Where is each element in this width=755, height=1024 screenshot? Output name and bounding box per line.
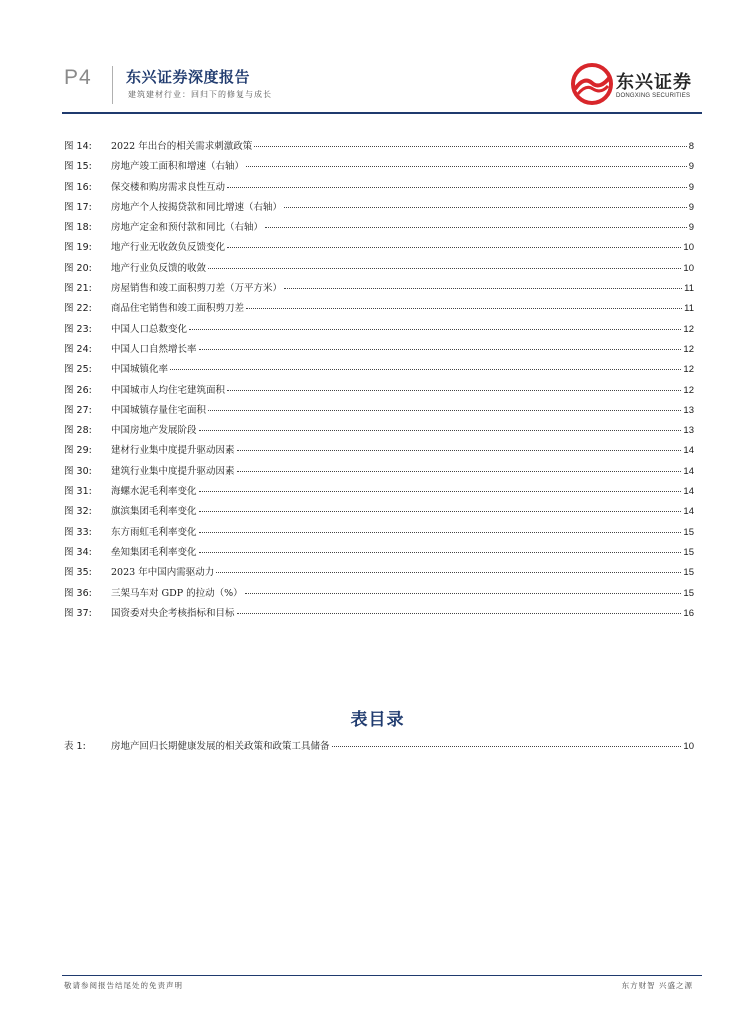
toc-entry-title: 中国城镇存量住宅面积 [111,404,207,416]
toc-entry-number: 图 29: [64,445,92,457]
toc-entry-leader [237,450,682,451]
toc-entry-number: 图 24: [64,343,92,355]
toc-entry-page: 9 [688,201,694,213]
toc-entry-title: 保交楼和购房需求良性互动 [111,181,226,193]
toc-entry-number: 图 28: [64,425,92,437]
toc-entry-number: 图 33: [64,526,92,538]
page-number: P4 [64,66,92,89]
toc-entry-leader [189,329,681,330]
toc-entry-page: 12 [683,343,694,355]
toc-entry-leader [199,532,682,533]
toc-entry-leader [199,349,682,350]
toc-entry[interactable] [64,463,694,483]
toc-entry-title: 中国人口总数变化 [111,323,188,335]
toc-entry-page: 8 [688,141,694,152]
toc-entry-page: 10 [683,242,694,254]
logo-english: DONGXING SECURITIES [616,93,691,99]
toc-entry-leader [208,410,681,411]
toc-entry-title: 建材行业集中度提升驱动因素 [111,445,235,457]
toc-entry-page: 16 [683,607,694,619]
toc-entry[interactable] [64,300,694,320]
toc-entry-page: 10 [683,262,694,274]
report-title: 东兴证券深度报告 [126,68,251,86]
toc-entry-title: 建筑行业集中度提升驱动因素 [111,465,235,477]
toc-entry[interactable] [64,422,694,442]
table-list-heading: 表目录 [350,710,405,730]
toc-entry-number: 图 16: [64,181,92,193]
toc-entry-number: 图 22: [64,303,92,315]
logo-name: 东兴证券 [616,72,692,93]
company-logo [570,62,700,106]
toc-entry-leader [284,288,682,289]
toc-entry[interactable] [64,544,694,564]
toc-entry-title: 房地产定金和预付款和同比（右轴） [111,222,264,234]
toc-entry-title: 地产行业无收敛负反馈变化 [111,242,226,254]
toc-entry-number: 图 21: [64,283,92,295]
toc-entry[interactable] [64,239,694,259]
toc-entry-page: 9 [688,181,694,193]
header-rule [62,112,702,114]
logo-mark-icon [570,62,614,106]
toc-entry[interactable] [64,442,694,462]
toc-entry-leader [237,471,682,472]
header-divider [112,66,113,104]
toc-entry-title: 房地产回归长期健康发展的相关政策和政策工具储备 [111,741,330,752]
toc-entry[interactable] [64,219,694,239]
toc-entry-page: 12 [683,323,694,335]
figure-list [64,138,694,625]
toc-entry-page: 14 [683,506,694,518]
toc-entry-page: 12 [683,364,694,376]
toc-entry-title: 房屋销售和竣工面积剪刀差（万平方米） [111,283,283,295]
toc-entry-page: 13 [683,404,694,416]
toc-entry-number: 图 14: [64,141,92,152]
toc-entry-page: 10 [683,741,694,752]
toc-entry-title: 中国城市人均住宅建筑面积 [111,384,226,396]
toc-entry-leader [199,430,682,431]
toc-entry-number: 图 34: [64,546,92,558]
toc-entry-page: 14 [683,486,694,498]
toc-entry[interactable] [64,503,694,523]
company-slogan: 东方财智 兴盛之源 [621,981,693,990]
toc-entry-leader [245,593,682,594]
toc-entry-number: 图 19: [64,242,92,254]
toc-entry-leader [265,227,687,228]
page-header [0,0,755,112]
toc-entry[interactable] [64,280,694,300]
toc-entry-leader [170,369,681,370]
toc-entry-page: 15 [683,546,694,558]
toc-entry-leader [199,491,682,492]
toc-entry-page: 14 [683,445,694,457]
toc-entry[interactable] [64,483,694,503]
toc-entry-page: 15 [683,567,694,579]
toc-entry-number: 图 18: [64,222,92,234]
toc-entry-leader [208,268,681,269]
toc-entry-leader [227,390,681,391]
toc-entry[interactable] [64,321,694,341]
toc-entry[interactable] [64,738,694,758]
toc-entry-number: 图 20: [64,262,92,274]
toc-entry-title: 中国人口自然增长率 [111,343,197,355]
toc-entry-number: 图 27: [64,404,92,416]
toc-entry-number: 图 36: [64,587,92,599]
table-list [64,738,694,758]
toc-entry-title: 中国城镇化率 [111,364,169,376]
toc-entry-title: 中国房地产发展阶段 [111,425,197,437]
toc-entry[interactable] [64,341,694,361]
toc-entry[interactable] [64,179,694,199]
toc-entry-number: 图 17: [64,201,92,213]
toc-entry-number: 图 30: [64,465,92,477]
toc-entry-leader [216,572,681,573]
toc-entry-leader [199,511,682,512]
toc-entry-leader [284,207,687,208]
toc-entry-page: 12 [683,384,694,396]
toc-entry-page: 9 [688,161,694,173]
toc-entry-title: 国资委对央企考核指标和目标 [111,607,235,619]
toc-entry-number: 图 32: [64,506,92,518]
toc-entry[interactable] [64,585,694,605]
toc-entry[interactable] [64,199,694,219]
toc-entry[interactable] [64,158,694,178]
toc-entry-page: 11 [684,283,694,295]
toc-entry[interactable] [64,564,694,584]
toc-entry-title: 东方雨虹毛利率变化 [111,526,197,538]
report-subtitle: 建筑建材行业：回归下的修复与成长 [128,90,272,99]
toc-entry-page: 11 [684,303,694,315]
toc-entry-title: 房地产个人按揭贷款和同比增速（右轴） [111,201,283,213]
toc-entry-leader [254,146,687,147]
toc-entry[interactable] [64,138,694,158]
toc-entry[interactable] [64,402,694,422]
toc-entry-leader [227,187,687,188]
toc-entry-title: 2023 年中国内需驱动力 [111,567,215,579]
toc-entry-title: 垒知集团毛利率变化 [111,546,197,558]
toc-entry-number: 图 26: [64,384,92,396]
toc-entry-number: 图 37: [64,607,92,619]
toc-entry-leader [246,166,687,167]
toc-entry-title: 三架马车对 GDP 的拉动（%） [111,587,243,599]
toc-entry-title: 2022 年出台的相关需求刺激政策 [111,141,253,152]
toc-entry[interactable] [64,382,694,402]
toc-entry-number: 图 31: [64,486,92,498]
toc-entry-number: 表 1: [64,741,86,752]
footer-rule [62,975,702,976]
toc-entry-page: 14 [683,465,694,477]
toc-entry-leader [227,247,681,248]
toc-entry-title: 旗滨集团毛利率变化 [111,506,197,518]
toc-entry-title: 地产行业负反馈的收敛 [111,262,207,274]
toc-entry-leader [199,552,682,553]
toc-entry-number: 图 35: [64,567,92,579]
toc-entry[interactable] [64,605,694,625]
toc-entry-page: 13 [683,425,694,437]
toc-entry-title: 海螺水泥毛利率变化 [111,486,197,498]
toc-entry-leader [246,308,682,309]
toc-entry-page: 9 [688,222,694,234]
toc-entry[interactable] [64,361,694,381]
toc-entry-page: 15 [683,587,694,599]
toc-entry[interactable] [64,524,694,544]
toc-entry-leader [332,746,682,747]
toc-entry-title: 房地产竣工面积和增速（右轴） [111,161,245,173]
toc-entry-number: 图 25: [64,364,92,376]
toc-entry-title: 商品住宅销售和竣工面积剪刀差 [111,303,245,315]
toc-entry-page: 15 [683,526,694,538]
toc-entry[interactable] [64,260,694,280]
disclaimer-note: 敬请参阅报告结尾处的免责声明 [64,981,183,990]
toc-entry-number: 图 15: [64,161,92,173]
toc-entry-leader [237,613,682,614]
toc-entry-number: 图 23: [64,323,92,335]
